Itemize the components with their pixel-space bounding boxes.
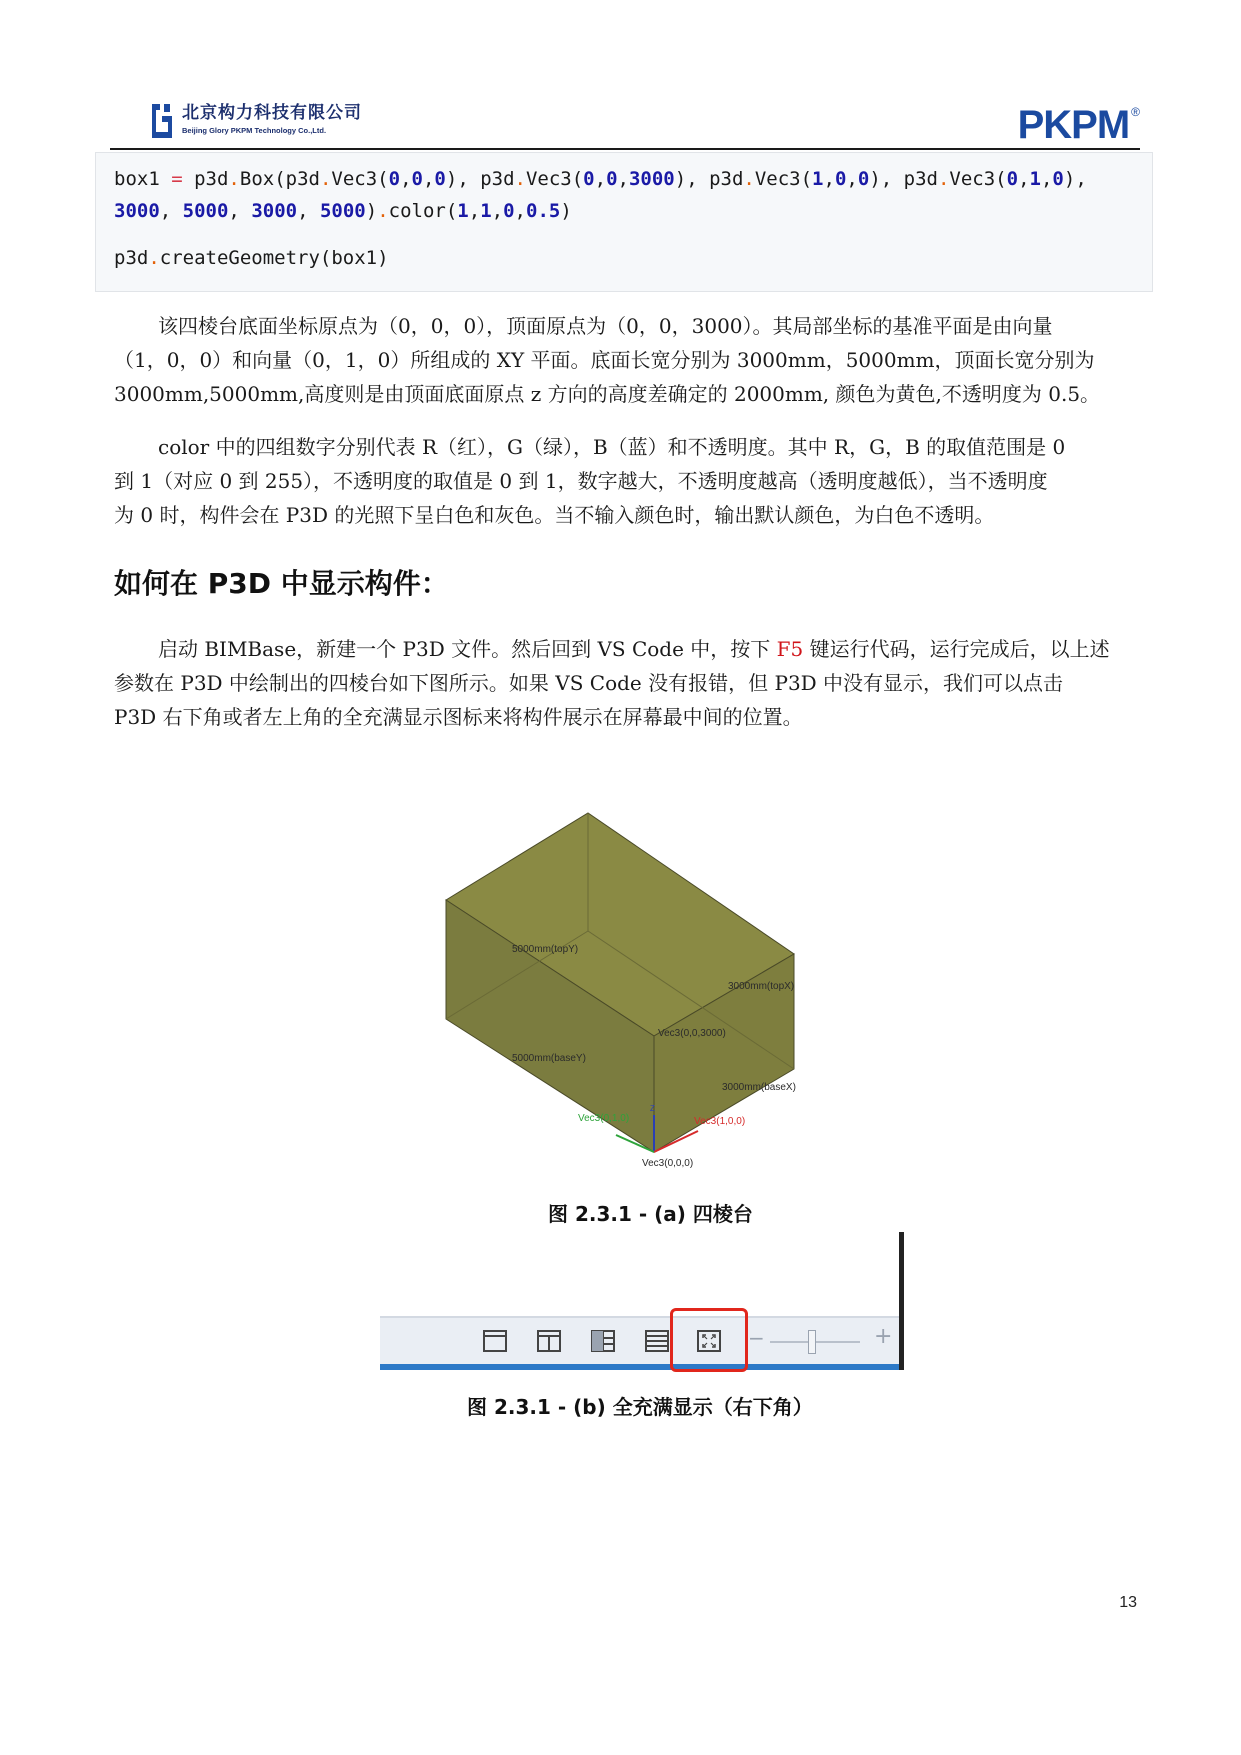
label-base-y: 5000mm(baseY)	[512, 1053, 586, 1064]
paragraph-text: 启动 BIMBase，新建一个 P3D 文件。然后回到 VS Code 中，按下	[158, 637, 777, 661]
f5-key-text: F5	[776, 637, 804, 661]
paragraph-line: 该四棱台底面坐标原点为（0，0，0），顶面原点为（0，0，3000）。其局部坐标的基准平面是由向量	[158, 314, 1053, 338]
code-token: color(	[388, 200, 458, 222]
label-top-origin: Vec3(0,0,3000)	[658, 1028, 726, 1039]
code-comma: ,	[468, 200, 481, 222]
status-bar	[380, 1364, 899, 1370]
paragraph-line: 参数在 P3D 中绘制出的四棱台如下图所示。如果 VS Code 没有报错，但 P3D 中没有显示，我们可以点击	[114, 671, 1064, 695]
company-logo	[148, 102, 362, 142]
code-token: createGeometry(box1)	[159, 247, 389, 269]
code-number: 3000	[251, 200, 298, 222]
code-comma: ,	[823, 168, 835, 190]
label-origin: Vec3(0,0,0)	[642, 1158, 694, 1169]
section-title: 如何在 P3D 中显示构件：	[114, 567, 449, 600]
code-number: 1	[1029, 168, 1041, 190]
code-number: 0.5	[526, 200, 561, 222]
view-toolbar	[380, 1316, 899, 1364]
window-border	[899, 1232, 904, 1370]
code-token: ), p3d	[869, 168, 938, 190]
grid-view-icon[interactable]	[590, 1328, 616, 1354]
zoom-in-button[interactable]: +	[874, 1324, 893, 1349]
paragraph-display	[114, 632, 1134, 734]
list-view-icon[interactable]	[644, 1328, 670, 1354]
code-line-3	[114, 245, 389, 271]
code-number: 3000	[114, 200, 160, 222]
figure-caption-a: 图 2.3.1 - (a) 四棱台	[548, 1202, 753, 1226]
code-number: 0	[583, 168, 595, 190]
split-view-icon[interactable]	[536, 1328, 562, 1354]
code-number: 1	[457, 200, 469, 222]
registered-mark: ®	[1131, 105, 1140, 119]
code-comma: ,	[617, 168, 629, 190]
code-number: 3000	[628, 168, 675, 190]
code-block	[95, 152, 1153, 292]
figure-box-render	[440, 805, 860, 1170]
company-logo-mark-icon	[148, 102, 174, 142]
code-comma: ,	[297, 200, 320, 222]
code-token: ), p3d	[445, 168, 515, 190]
company-name-en: Beijing Glory PKPM Technology Co.,Ltd.	[182, 126, 327, 135]
code-number: 0	[834, 168, 847, 190]
figure-caption-b: 图 2.3.1 - (b) 全充满显示（右下角）	[467, 1395, 813, 1419]
paragraph-line: 到 1（对应 0 到 255），不透明度的取值是 0 到 1，数字越大，不透明度越高（透明度越低），当不透明度	[114, 469, 1048, 493]
code-token: )	[365, 200, 378, 222]
paragraph-line: P3D 右下角或者左上角的全充满显示图标来将构件展示在屏幕最中间的位置。	[114, 705, 803, 729]
code-dot: .	[743, 168, 755, 190]
paragraph-line: color 中的四组数字分别代表 R（红），G（绿），B（蓝）和不透明度。其中 R，G，B 的取值范围是 0	[158, 435, 1066, 459]
page-number: 13	[1119, 1594, 1137, 1611]
code-number: 5000	[182, 200, 229, 222]
code-number: 0	[606, 168, 618, 190]
code-comma: ,	[228, 200, 252, 222]
code-token: box1	[114, 168, 172, 190]
code-dot: .	[937, 168, 950, 190]
code-comma: ,	[594, 168, 607, 190]
code-token: p3d	[114, 247, 149, 269]
code-number: 0	[434, 168, 446, 190]
code-dot: .	[228, 168, 240, 190]
zoom-slider-thumb[interactable]	[808, 1330, 816, 1354]
code-operator: =	[171, 168, 183, 190]
paragraph-color	[114, 430, 1134, 532]
label-x-axis: Vec3(1,0,0)	[694, 1116, 746, 1127]
paragraph-geometry	[114, 309, 1134, 411]
code-number: 5000	[319, 200, 366, 222]
fit-screen-highlight	[670, 1308, 748, 1372]
label-top-x: 3000mm(topX)	[728, 981, 795, 992]
code-number: 0	[411, 168, 423, 190]
paragraph-line: （1，0，0）和向量（0，1，0）所组成的 XY 平面。底面长宽分别为 3000mm，5000mm，顶面长宽分别为	[114, 348, 1095, 372]
code-comma: ,	[422, 168, 435, 190]
company-name-cn: 北京构力科技有限公司	[182, 103, 362, 123]
code-number: 1	[812, 168, 824, 190]
code-comma: ,	[514, 200, 526, 222]
code-token: Vec3(	[949, 168, 1007, 190]
page-header	[110, 98, 1140, 150]
label-base-x: 3000mm(baseX)	[722, 1082, 796, 1093]
code-comma: ,	[159, 200, 183, 222]
code-token: )	[560, 200, 572, 222]
paragraph-line: 为 0 时，构件会在 P3D 的光照下呈白色和灰色。当不输入颜色时，输出默认颜色，为白色不透明。	[114, 503, 995, 527]
code-token: ), p3d	[674, 168, 744, 190]
code-token: Vec3(	[754, 168, 813, 190]
label-y-axis: Vec3(0,1,0)	[578, 1113, 630, 1124]
code-dot: .	[514, 168, 526, 190]
code-dot: .	[148, 247, 160, 269]
code-token: Box(p3d	[239, 168, 320, 190]
code-line-2	[114, 198, 572, 224]
figure-toolbar-screenshot	[380, 1232, 904, 1380]
pkpm-logo	[1017, 103, 1140, 147]
label-top-y: 5000mm(topY)	[512, 944, 579, 955]
single-view-icon[interactable]	[482, 1328, 508, 1354]
code-comma: ,	[1040, 168, 1053, 190]
code-comma: ,	[491, 200, 504, 222]
code-token: p3d	[182, 168, 229, 190]
label-z-axis: Z	[650, 1104, 655, 1113]
code-number: 0	[857, 168, 870, 190]
code-token: Vec3(	[525, 168, 584, 190]
code-line-1	[114, 166, 1087, 192]
code-token: ),	[1063, 168, 1087, 190]
code-dot: .	[319, 168, 332, 190]
box-render-svg	[440, 805, 860, 1170]
paragraph-text: 键运行代码，运行完成后，以上述	[803, 637, 1110, 661]
zoom-out-button[interactable]: −	[748, 1326, 765, 1350]
code-comma: ,	[846, 168, 858, 190]
code-number: 0	[1052, 168, 1064, 190]
code-comma: ,	[1018, 168, 1030, 190]
paragraph-line: 3000mm,5000mm,高度则是由顶面底面原点 z 方向的高度差确定的 2000mm, 颜色为黄色,不透明度为 0.5。	[114, 382, 1101, 406]
code-token: Vec3(	[331, 168, 389, 190]
header-rule	[110, 148, 1140, 150]
paragraph-line	[114, 632, 1134, 666]
code-comma: ,	[400, 168, 412, 190]
code-number: 1	[480, 200, 492, 222]
code-number: 0	[1006, 168, 1019, 190]
code-number: 0	[503, 200, 515, 222]
code-dot: .	[377, 200, 389, 222]
code-number: 0	[388, 168, 401, 190]
pkpm-brand-text: PKPM	[1017, 103, 1130, 147]
